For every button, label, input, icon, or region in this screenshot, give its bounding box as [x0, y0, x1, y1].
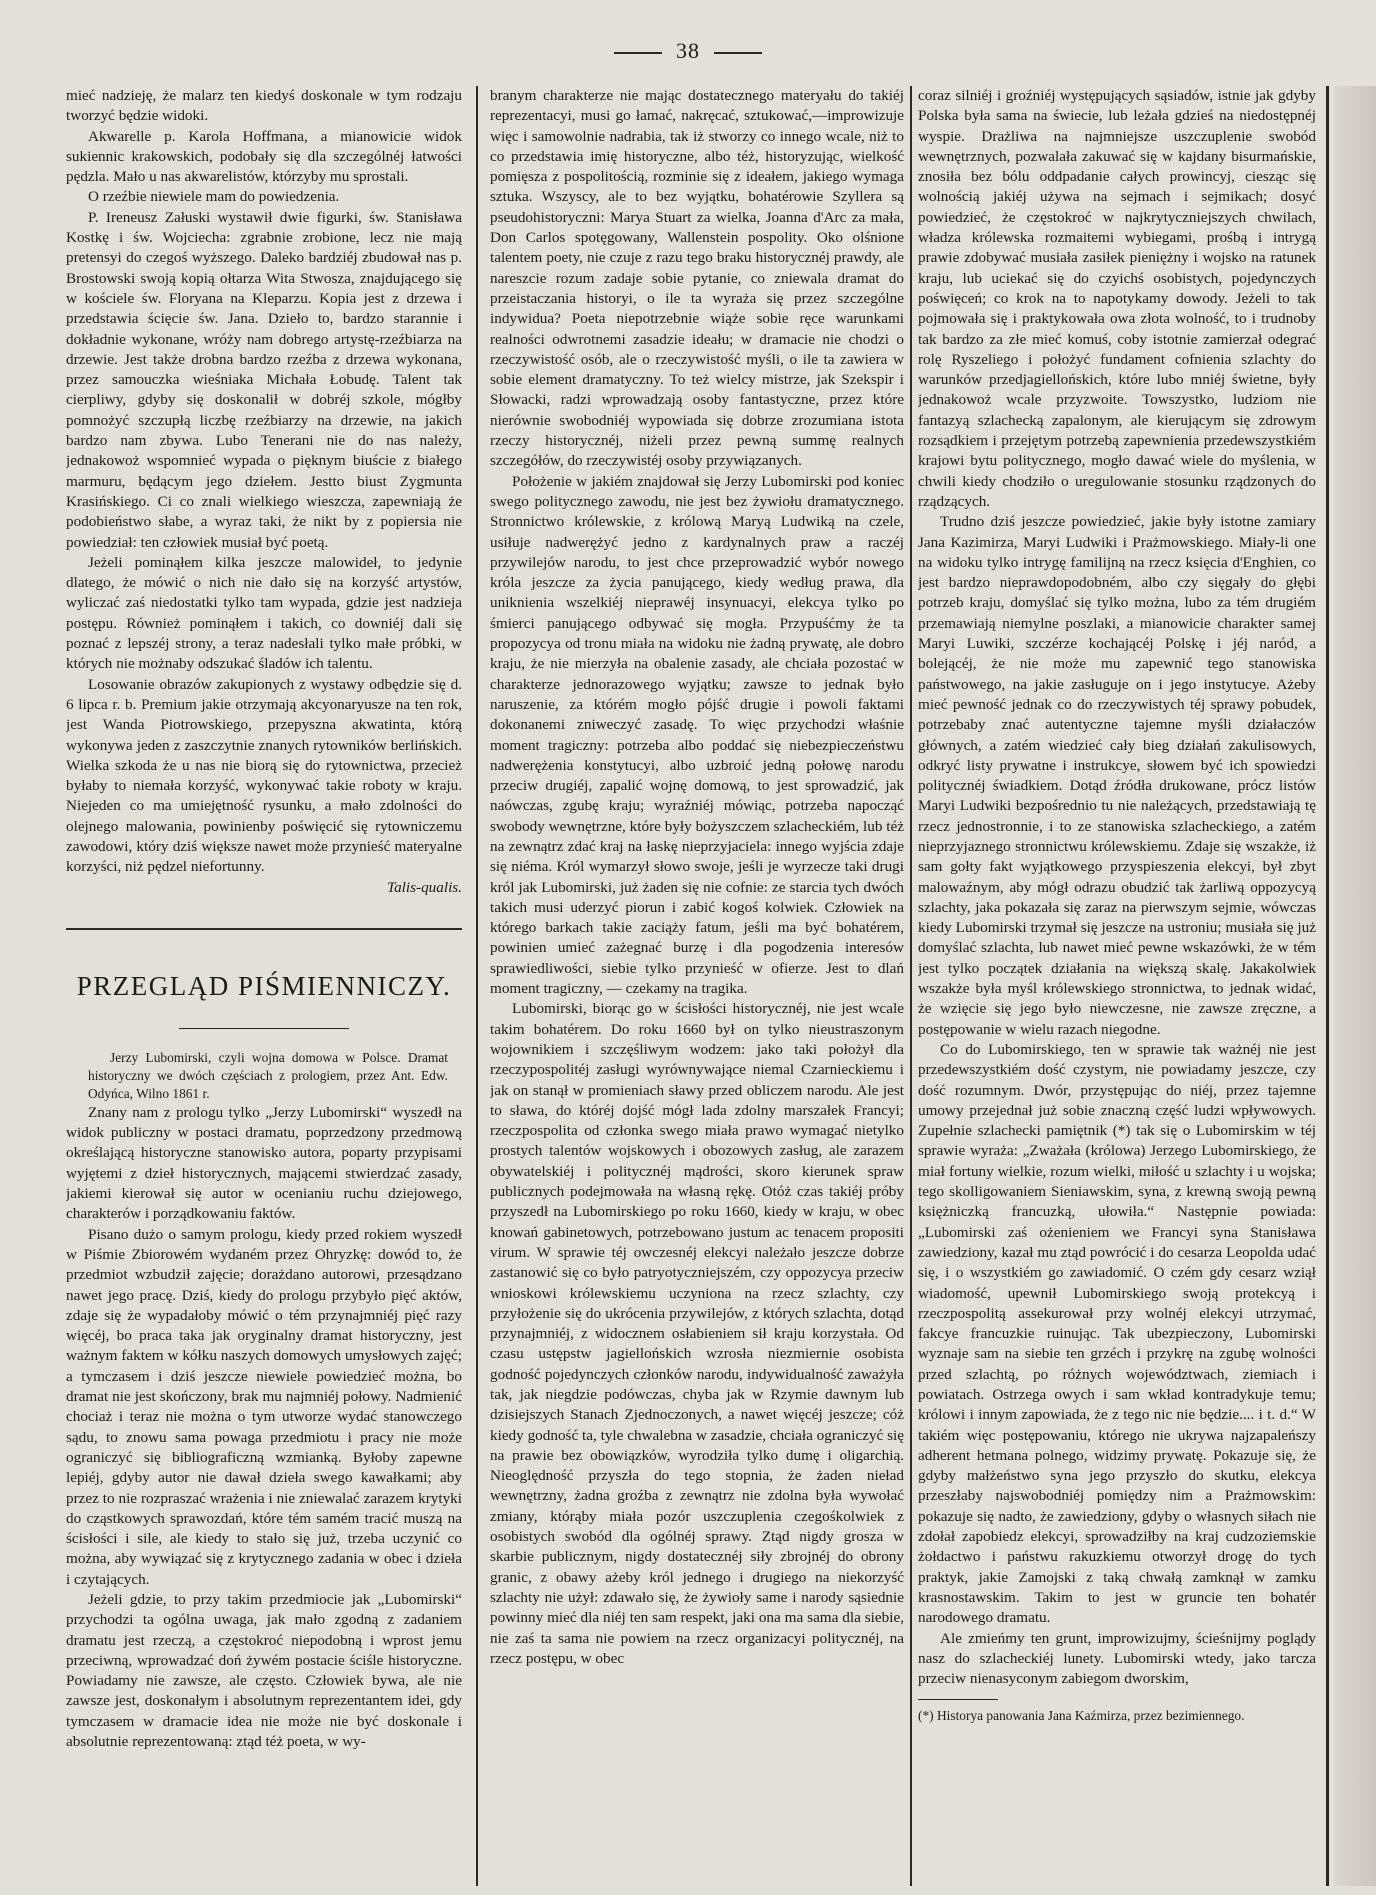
book-reference: Jerzy Lubomirski, czyli wojna domowa w Polsce. Dramat historyczny we dwóch częściach z prologiem, przez Ant. Edw. Odyńca, Wilno 1861 r.: [88, 1049, 448, 1101]
column-divider-2: [910, 86, 912, 1886]
paragraph: Lubomirski, biorąc go w ścisłości historycznéj, nie jest wcale takim bohatérem. Do roku 1660 był on tylko nieustraszonym wojownikiem i szczęśliwym wodzem: jako taki położył dla rzeczypospolitéj zasługi wyrównywające niemal Czarnieckiemu i jak on stanął w promieniach sławy przed obliczem narodu. Ale jest to sława, do któréj dojść mógł lada zdolny marszałek Francyi; rzeczpospolita od członka swego miała prawo wymagać nietylko prostych talentów wojskowych i obozowych zasług, ale zarazem obywatelskiéj i politycznéj mądrości, skoro kierunek spraw publicznych podejmowała na własną rękę. Otóż czas takiéj próby przyszedł na Lubomirskiego po roku 1660, kiedy w kraju, w obec knowań gabinetowych, potrzebowano justum ac tenacem propositi virum. W sprawie téj owczesnéj elekcyi należało jeszcze dobrze zastanowić się co było patryotyczniejszém, czy oppozycya przeciw wnioskowi królewskiemu uczyniona na rzecz szlachty, czy przyłożenie się do ukrócenia przywilejów, z których szlachta, dotąd przynajmniéj, z widocznem osłabieniem sił kraju korzystała. Od czasu ustępstw jagiellońskich wzrosła niezmiernie osobista godność pojedynczych członków narodu, indywidualność zaważyła tak, jak niegdzie podówczas, chyba jak w Rzymie dawnym lub dzisiejszych Stanach Zjednoczonych, a nawet więcéj jeszcze; cóż kiedy godność ta, tyle chwalebna w zasadzie, chciała ograniczyć się na prawie bez obowiązków, wyrodziła tylko dumę i oligarchią. Nieoględność przyszła do tego stopnia, że żaden nieład wewnętrzny, żadna groźba z zewnątrz nie zdolna była wywołać zmiany, którąby miała pozór uszczuplenia czegośkolwiek z osobistych swobód dla ogólnéj sprawy. Ztąd nigdy grosza w skarbie publicznym, nigdy dostatecznéj siły zbrojnéj do obrony granic, z obawy ażeby król jednego i drugiego na niekorzyść szlachty nie użył: zdawało się, że żywioły same i narody sąsiednie powinny mieć dla niéj ten sam respekt, jaki ona ma sama dla siebie, nie zaś ta sama nie powiem na rzecz organizacyi politycznéj, na rzecz postępu, w obec: [490, 1000, 904, 1667]
title-underline: [179, 1028, 349, 1029]
column-divider-3: [1326, 86, 1329, 1886]
paragraph: P. Ireneusz Załuski wystawił dwie figurki, św. Stanisława Kostkę i św. Wojciecha: zgrabnie zrobione, lecz nie mają pretensyi do czegoś wyższego. Daleko bardziéj zbudował nas p. Brostowski swoją kopią ołtarza Wita Stwosza, znajdującego się w kościele św. Floryana na Kleparzu. Kopia jest z drzewa i przedstawia ścięcie św. Jana. Dzieło to, bardzo starannie i dokładnie wykonane, wróży nam dobrego artystę-rzeźbiarza na drzewie. Jest także drobna bardzo rzeźba z drzewa wykonana, przez samouczka wieśniaka Michała Łobudę. Talent tak cierpliwy, gdyby się doskonalił w dobréj szkole, mógłby pomnożyć szczupłą liczbę rzeźbiarzy na drzewie, na jakich bardzo nam zbywa. Lubo Tenerani nie do nas należy, jednakowoż wspomnieć wypada o pięknym biuście z białego marmuru, będącym jego dziełem. Jestto biust Zygmunta Krasińskiego. Ci co znali wielkiego wieszcza, zapewniają że podobieństwo słabe, a wyraz taki, że nikt by z popiersia nie powiedział: ten człowiek musiał być poetą.: [66, 208, 462, 551]
paragraph: Akwarelle p. Karola Hoffmana, a mianowicie widok sukiennic krakowskich, podobały się dla szczególnéj łatwości pędzla. Mało u nas akwarelistów, którzyby mu sprostali.: [66, 127, 462, 186]
paragraph: mieć nadzieję, że malarz ten kiedyś doskonale w tym rodzaju tworzyć będzie widoki.: [66, 87, 462, 125]
paragraph: coraz silniéj i groźniéj występujących sąsiadów, istnie jak gdyby Polska była sama na świecie, lub leżała gdzieś na niedostępnéj wyspie. Drażliwa na najmniejsze uszczuplenie swobód wewnętrznych, pozwalała zakuwać się w kajdany bisurmańskie, znosiła bez bólu oddpadanie całych prowincyj, ciesząc się wolnością jakiéj używa na sejmach i sejmikach; dosyć powiedzieć, że częstokroć w najkrytyczniejszych chwilach, władza królewska rozmaitemi wybiegami, prośbą i intrygą prawie zdobywać musiała zasiłek pieniężny i wojsko na ratunek kraju, lub uciekać się do czyichś osobistych, pojedynczych poświęceń; co krok na to napotykamy dowody. Jeżeli to tak pojmowała się i praktykowała owa złota wolność, to i trudnoby tak bardzo za złe mieć komuś, coby istotnie zamierzał odegrać rolę Ryszeliego i położyć fundament cofnienia szlachty do warunków przedjagiellońskich, które lubo mniéj świetne, były jednakowoż wcale przyzwoite. Towszystko, ludziom nie fantazyą szlachecką zapalonym, ale kierującym się zdrowym rozsądkiem i przejętym potrzebą zapewnienia przedewszystkiém krajowi bytu politycznego, mogło dawać wiele do myślenia, w chwili kiedy chodziło o uregulowanie stosunku rządzonych do rządzących.: [918, 87, 1316, 510]
section-title: PRZEGLĄD PIŚMIENNICZY.: [76, 970, 452, 1001]
page-number: 38: [0, 38, 1376, 64]
column-divider-1: [476, 86, 478, 1886]
paragraph: Jeżeli gdzie, to przy takim przedmiocie jak „Lubomirski“ przychodzi ta ogólna uwaga, jak mało zgodną z zadaniem dramatu jest rzeczą, a częstokroć niepodobną i wprost jemu przeciwną, wprowadzać doń żywém postacie ściśle historyczne. Powiadamy nie zawsze, ale często. Człowiek bywa, ale nie zawsze jest, doskonałym i absolutnym reprezentantem idei, gdy tymczasem w dramacie idea nie może nie być doskonale i absolutnie reprezentowaną: ztąd téż poeta, w wy-: [66, 1591, 462, 1751]
paragraph: Położenie w jakiém znajdował się Jerzy Lubomirski pod koniec swego politycznego zawodu, nie jest bez żywiołu dramatycznego. Stronnictwo królewskie, z królową Maryą Ludwiką na czele, usiłuje nadwerężyć jedno z kardynalnych praw a raczéj przywilejów narodu, to jest chce przeprowadzić wybór nowego króla jeszcze za życia panującego, kiedy według prawa, dla uniknienia wszelkiéj nieprawéj insynuacyi, elekcya tylko po śmierci panującego odbywać się mogła. Przypuśćmy że ta propozycya od tronu miała na widoku nie żadną prywatę, ale dobro kraju, że nie mierzyła na obalenie zasady, ale chciała pozostać w charakterze jednorazowego wyjątku; zawsze to jednak było naruszenie, za którém mogło pójść drugie i powoli faktami dokonanemi zniweczyć zasadę. To więc przychodzi właśnie moment tragiczny: potrzeba albo poddać się niebezpieczeństwu nadwerężenia konstytucyi, albo uzbroić jedną połowę narodu przeciw drugiéj, zapalić wojnę domową, to jest sprowadzić, jak naówczas, zgubę kraju; wyraźniéj mówiąc, potrzeba napocząć swobody wewnętrzne, które były bożyszczem szlacheckiém, lub téż na zewnątrz zdać kraj na łaskę nieprzyjaciela: innego wyjścia zdaje się niéma. Król wymarzył słowo swoje, jeśli je wyrzecze taki drugi król jak Lubomirski, już żaden się nie cofnie: ze starcia tych dwóch takich musi uderzyć piorun i zabić kogoś kolwiek. Człowiek na którego barkach takie zaciąży fatum, jeśli ma być bohatérem, powinien umieć zażegnać burzę i dla pogodzenia interesów sprawiedliwości, siebie tylko przynieść w ofierze. Jest to dlań moment tragiczny, — czekamy na tragika.: [490, 472, 904, 998]
paragraph: Trudno dziś jeszcze powiedzieć, jakie były istotne zamiary Jana Kazimirza, Maryi Ludwiki i Prażmowskiego. Miały-li one na widoku tylko intrygę familijną na rzecz księcia d'Enghien, co jest bardzo nieprawdopodobném, albo czy sięgały do głębi potrzeb kraju, domyślać się tylko można, lubo za tém drugiém przemawiają niemylne poszlaki, a mianowicie charakter samej Maryi Luwiki, szczérze kochającéj Polskę i jéj naród, a bolejącéj, że nie może mu zapewnić tego stanowiska państwowego, na jakie zasługuje on i jego instytucye. Ażeby mieć pewność jednak co do rzeczywistych téj sprawy pobudek, potrzebaby znać autentyczne tajemne myśli działaczów głównych, a zatém wiedzieć cały bieg działań zakulisowych, odkryć listy prywatne i instrukcye, słowem być ich spowiedzi politycznéj świadkiem. Dotąd źródła drukowane, prócz listów Maryi Ludwiki bezpośrednio tu nie należących, przedstawiają tę rzecz jednostronnie, i to ze stanowiska szlacheckiego, a zatém nieprzyjaznego stronnictwu królewskiemu. Zdaje się wszakże, iż sam gołty fakt wyjątkowego przyspieszenia elekcyi, był zbyt malowaźnym, aby mógł odrazu obudzić tak żarliwą oppozycyą szlachty, jaka pokazała się zaraz na pierwszym sejmie, wówczas kiedy Lubomirski trzymał się jeszcze na ustroniu; musiała się już domyślać szlachta, lub nawet mieć pewne wskazówki, że w tém jest tylko początek działania na większą skalę. Jakakolwiek wszakże była myśl królewskiego stronnictwa, to jednak widać, że wzięcie się jego było niewczesne, nie zawsze zręczne, a postępowanie w wielu razach niegodne.: [918, 513, 1316, 1038]
next-page-edge: [1334, 86, 1376, 1886]
column-3: [918, 86, 1316, 1876]
paragraph: branym charakterze nie mając dostatecznego materyału do takiéj reprezentacyi, musi go łamać, nakręcać, sztukować,—improwizuje więc i samowolnie nadrabia, tak iż stworzy co innego wcale, niż to co przedstawia imię historyczne, albo téż, historyzując, wielkość pomięsza z pospolitością, rozminie się z ideałem, jakiego wymaga sztuka. Wszyscy, ale to bez wyjątku, bohatérowie Szyllera są pseudohistoryczni: Marya Stuart za wielka, Joanna d'Arc za mała, Don Carlos spotęgowany, Wallenstein pospolity. Oko olśnione talentem poety, nie czuje z razu tego braku historycznéj prawdy, ale nareszcie rozum zadaje sobie pytanie, co zniewala dramat do przeistaczania historyi, o ile ta wyraża się przez szczególne indywidua? Poeta niepotrzebnie wiąże sobie ręce warunkami realności odwrotnemi zasadzie ideału; w dramacie nie chodzi o rzeczywistość osób, ale o rzeczywistość myśli, o ile ta zawiera w sobie element dramatyczny. To też wielcy mistrze, jak Szekspir i Słowacki, radzi wprowadzają osoby fantastyczne, przez które nierównie swobodniéj wypowiada się dobrze zrozumiana istota rzeczy historycznéj, niżeli przez pewną summę realnych szczegółów, do rzeczywistéj osoby przywiązanych.: [490, 87, 904, 470]
paragraph: Jeżeli pominąłem kilka jeszcze malowideł, to jedynie dlatego, że mówić o nich nie dało się na korzyść artystów, wyliczać zaś niedostatki tylko tam wypada, gdzie jest nadzieja postępu. Również pominąłem i takich, co downiéj dali się poznać z lepszéj strony, a teraz nadesłali tylko małe próbki, w których nie możnaby odszukać śladów ich talentu.: [66, 553, 462, 673]
author-signature: Talis-qualis.: [387, 878, 462, 896]
paragraph: Co do Lubomirskiego, ten w sprawie tak ważnéj nie jest przedewszystkiém dość czystym, nie powiadamy jeszcze, czy dość rozumnym. Dwór, przystępując do niéj, przez tajemne umowy przejednał już sobie znaczną część ludzi wpływowych. Zupełnie szlachecki pamiętnik (*) tak się o Lubomirskim w téj sprawie wyraża: „Zważała (królowa) Jerzego Lubomirskiego, że miał fortuny wielkie, rozum wielki, miłość u szlachty i u wojska; tego skolligowaniem Sieniawskim, syna, z krewną swoją pewną księżniczką francuzką, ułowiła.“ Następnie powiada: „Lubomirski zaś ożenieniem we Francyi syna Stanisława zawiedziony, kazał mu ztąd powrócić i do cesarza Leopolda udać się, i o wszystkiém go zawiadomić. O czém gdy cesarz wziął wiadomość, upewnił Lubomirskiego swoją protekcyą i rzeczpospolitą assekurował przy wolnéj elekcyi utrzymać, fakcye francuzkie ruinując. Tak ubezpieczony, Lubomirski wyznaje sam na siebie ten grzéch i przykrę na zgubę wolności przed szlachtą, po różnych województwach, ziemiach i powiatach. Ostrzega owych i sam wkład kontradykuje temu; królowi i innym zapowiada, że z tego nic nie będzie.... i t. d.“ W takiém więc postępowaniu, którego nie ukrywa najzapaleńszy adherent hetmana polnego, widzimy prywatę. Pokazuje się, że gdyby małżeństwo syna jego przyszło do skutku, elekcya przeszłaby najswobodniéj pomiędzy nim a Prażmowskim: pokazuje się nadto, że zawiedziony, gdyby o własnych siłach nie zdołał zapobiedz elekcyi, sprowadziłby na kraj cudzoziemskie żołdactwo i państwu rakuzkiemu otworzył drogę do tych praktyk, jakie Zamojski z taką chwałą zamknął w zamku krasnostawskim. Takim to jest w gruncie ten bohatér narodowego dramatu.: [918, 1040, 1316, 1627]
column-1: [66, 86, 462, 1876]
footnote-rule: [918, 1699, 998, 1700]
section-separator: [66, 928, 462, 930]
footnote: (*) Historya panowania Jana Kaźmirza, przez bezimiennego.: [918, 1708, 1245, 1724]
paragraph: Ale zmieńmy ten grunt, improwizujmy, ścieśnijmy poglądy nasz do szlacheckiéj lunety. Lubomirski wtedy, jako tarcza przeciw nienasyconym zabiegom dworskim,: [918, 1629, 1316, 1688]
paragraph: Znany nam z prologu tylko „Jerzy Lubomirski“ wyszedł na widok publiczny w postaci dramatu, poprzedzony przedmową określającą historyczne stanowisko autora, poparty przypisami wyjętemi z dzieł historycznych, mającemi stwierdzać zasady, jakiemi kierował się autor w ocenianiu ruchu dziejowego, charakterów i porządkowaniu faktów.: [66, 1103, 462, 1223]
paragraph: Pisano dużo o samym prologu, kiedy przed rokiem wyszedł w Piśmie Zbiorowém wydaném przez Ohryzkę: dowód to, że przedmiot wzbudził zajęcie; dorażdano autorowi, przesądzano nawet jego pracę. Dziś, kiedy do prologu przybyło pięć aktów, zdaje się że wypadałoby mówić o tém przynajmniéj pięć razy więcéj, bo praca taka jak oryginalny dramat historyczny, jest ważnym faktem w kółku naszych domowych umysłowych zajęć; a tymczasem i dziś jeszcze niewiele powiedzieć można, bo dramat nie jest skończony, brak mu najmniéj połowy. Nadmienić chociaż i teraz nie można o tym utworze wydać stanowczego sądu, to znowu sama powaga przedmiotu i pracy nie może ograniczyć się bibliograficzną wzmianką. Byłoby zapewne lepiéj, gdyby autor nie dawał dzieła swego kawałkami; aby przez to nie rozpraszać wrażenia i nie zniewalać zarazem krytyki do cząstkowych sprawozdań, które tém samém tracić muszą na ścisłości i sile, ale kiedy to stało się już, trzeba uczynić co można, aby wywiązać się z krytycznego zadania w obec i dzieła i czytających.: [66, 1225, 462, 1588]
column-2: [490, 86, 904, 1876]
paragraph: Losowanie obrazów zakupionych z wystawy odbędzie się d. 6 lipca r. b. Premium jakie otrzymają akcyonaryusze na ten rok, jest Wanda Piotrowskiego, przepyszna akwatinta, którą wykonywa jeden z zaszczytnie znanych rytowników berlińskich. Wielka szkoda że u nas nie biorą się do rytownictwa, przecież byłaby to niemała korzyść, wykonywać takie roboty w kraju. Niejeden co ma umiejętność rysunku, a mało zdolności do olejnego malowania, powinienby poświęcić się rytowniczemu zawodowi, który dziś większe nawet może przynieść materyalne korzyści, niż pędzel niefortunny.: [66, 675, 462, 876]
paragraph: O rzeźbie niewiele mam do powiedzenia.: [88, 188, 340, 206]
